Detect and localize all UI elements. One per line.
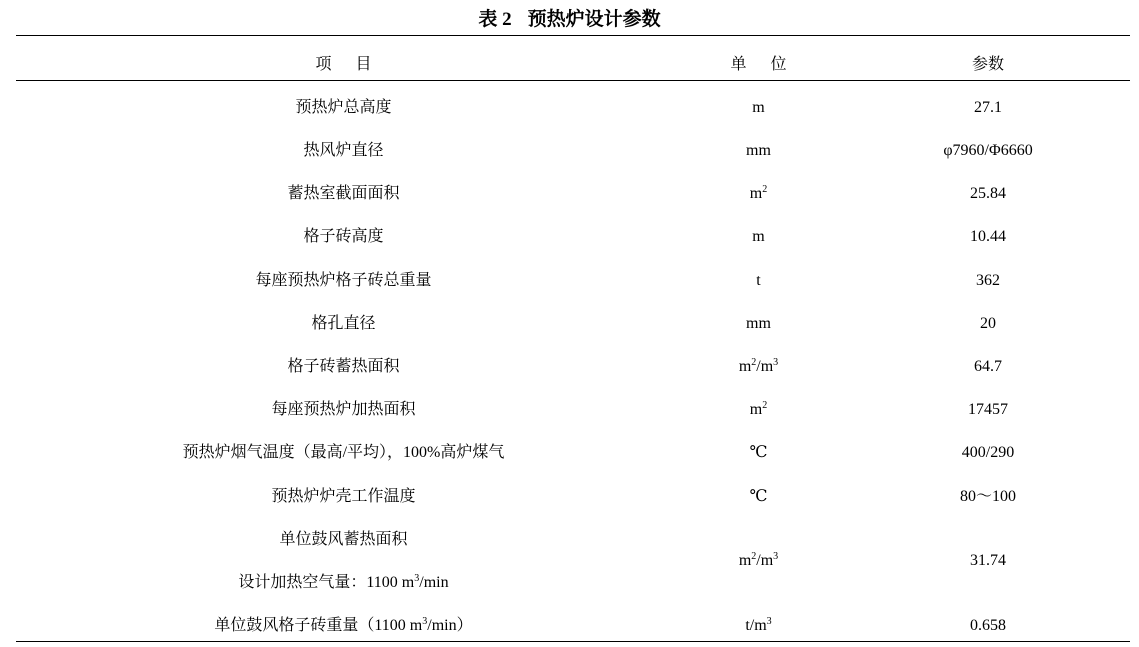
row-12-unit: $t/m^3$: [745, 616, 772, 634]
row-10-unit: ℃: [749, 488, 768, 505]
row-1-value: 27.1: [974, 99, 1002, 116]
row-1-item: 预热炉总高度: [295, 99, 392, 116]
table-caption: [0, 6, 1139, 34]
row-4-item: 格子砖高度: [303, 228, 384, 245]
table-title: 预热炉设计参数: [527, 9, 661, 30]
row-11-value: 31.74: [970, 552, 1006, 569]
row-12-value: 0.658: [970, 617, 1006, 634]
row-9-unit: ℃: [749, 444, 768, 461]
row-3-unit: $m^2$: [749, 184, 768, 202]
row-5-item: 每座预热炉格子砖总重量: [255, 272, 432, 289]
row-8-item: 每座预热炉加热面积: [271, 401, 416, 418]
row-6-unit: mm: [746, 315, 771, 332]
row-7-unit: $m^2/m^3$: [738, 357, 779, 375]
row-11-item-line2: 设计加热空气量：1100 $m^3/\min$: [238, 573, 449, 591]
row-7-item: 格子砖蓄热面积: [287, 358, 400, 375]
row-8-unit: $m^2$: [749, 400, 768, 418]
row-9-value: 400/290: [961, 444, 1015, 461]
row-12-item: 单位鼓风格子砖重量（1100 $m^3/\min$）: [214, 616, 473, 634]
row-4-unit: m: [752, 228, 765, 245]
row-2-value: φ7960/Φ6660: [943, 142, 1033, 159]
row-11-unit: $m^2/m^3$: [738, 551, 779, 569]
header-value: 参数: [971, 56, 1004, 73]
row-6-value: 20: [980, 315, 996, 332]
row-7-value: 64.7: [974, 358, 1002, 375]
row-3-item: 蓄热室截面面积: [287, 185, 400, 202]
row-5-value: 362: [976, 272, 1000, 289]
row-9-item: 预热炉烟气温度（最高/平均），100%高炉煤气: [182, 444, 505, 461]
row-2-item: 热风炉直径: [303, 142, 384, 159]
header-rule: [16, 80, 1130, 81]
row-10-item: 预热炉炉壳工作温度: [271, 488, 416, 505]
row-6-item: 格孔直径: [311, 315, 376, 332]
row-4-value: 10.44: [970, 228, 1006, 245]
row-5-unit: t: [756, 272, 761, 289]
row-2-unit: mm: [746, 142, 771, 159]
row-3-value: 25.84: [970, 185, 1006, 202]
top-rule: [16, 35, 1130, 36]
table-number: 表 2: [478, 9, 512, 30]
row-8-value: 17457: [968, 401, 1008, 418]
header-item: 项目: [315, 56, 396, 73]
row-11-item: 单位鼓风蓄热面积: [279, 531, 408, 548]
bottom-rule: [16, 641, 1130, 642]
row-1-unit: m: [752, 99, 765, 116]
header-unit: 单位: [730, 56, 811, 73]
row-10-value: 80～100: [959, 488, 1016, 505]
